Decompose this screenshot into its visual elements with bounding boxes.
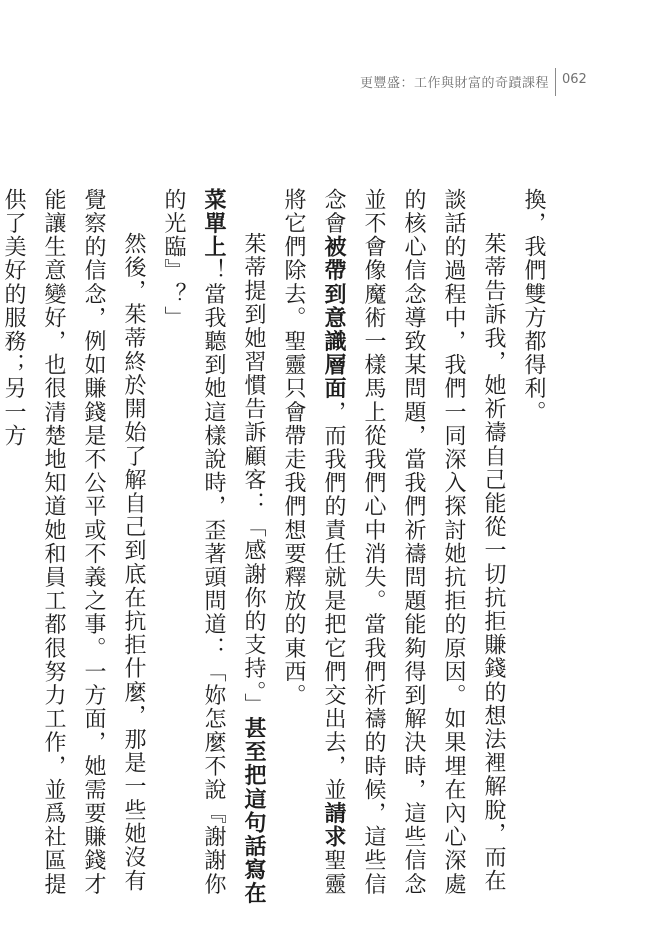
header-divider (555, 68, 556, 96)
bold-phrase: 請求 (321, 801, 346, 849)
paragraph-4 (0, 188, 153, 908)
text-segment: ，而我們的責任就是把它們交出去，並 (321, 400, 346, 802)
paragraph-3 (153, 188, 273, 908)
text-segment: 然後，茱蒂終於開始了解自己到底在抗拒什麼，那是一些她沒有覺察的信念，例如賺錢是不公平或不義之事。一方面，她需要賺錢才能讓生意變好，也很清楚地知道她和員工都很努力工作，並爲社區提供了美好的服務；另一方 (1, 188, 146, 896)
text-segment: 茱蒂告訴我，她祈禱自己能從一切抗拒賺錢的想法裡解脫，而在談話的過程中，我們一同深入探討她抗拒的原因。如果埋在內心深處的核心信念導致某問題，當我們祈禱問題能夠得到解決時，這些信念並不會像魔術一樣馬上從我們心中消失。當我們祈禱的時候，這些信念會 (321, 188, 506, 896)
paragraph-1 (513, 188, 553, 908)
body-text (0, 188, 553, 908)
bold-phrase: 被帶到意識層面 (321, 235, 346, 401)
text-segment: ！當我聽到她這樣說時，歪著頭問道：「妳怎麼不說『謝謝你的光臨』？」 (161, 188, 226, 897)
running-title: 更豐盛：工作與財富的奇蹟課程 (359, 76, 549, 91)
running-header (0, 72, 663, 96)
text-segment: 換，我們雙方都得利。 (521, 188, 546, 424)
text-segment: 聖靈將它們除去。聖靈只會帶走我們想要釋放的東西。 (281, 188, 346, 897)
paragraph-2 (273, 188, 513, 908)
text-segment: 茱蒂提到她習慣告訴顧客：「感謝你的支持。」 (241, 232, 266, 717)
bold-phrase: 甚至把這句話寫在菜單上 (201, 188, 266, 906)
page-number: 062 (562, 72, 587, 87)
